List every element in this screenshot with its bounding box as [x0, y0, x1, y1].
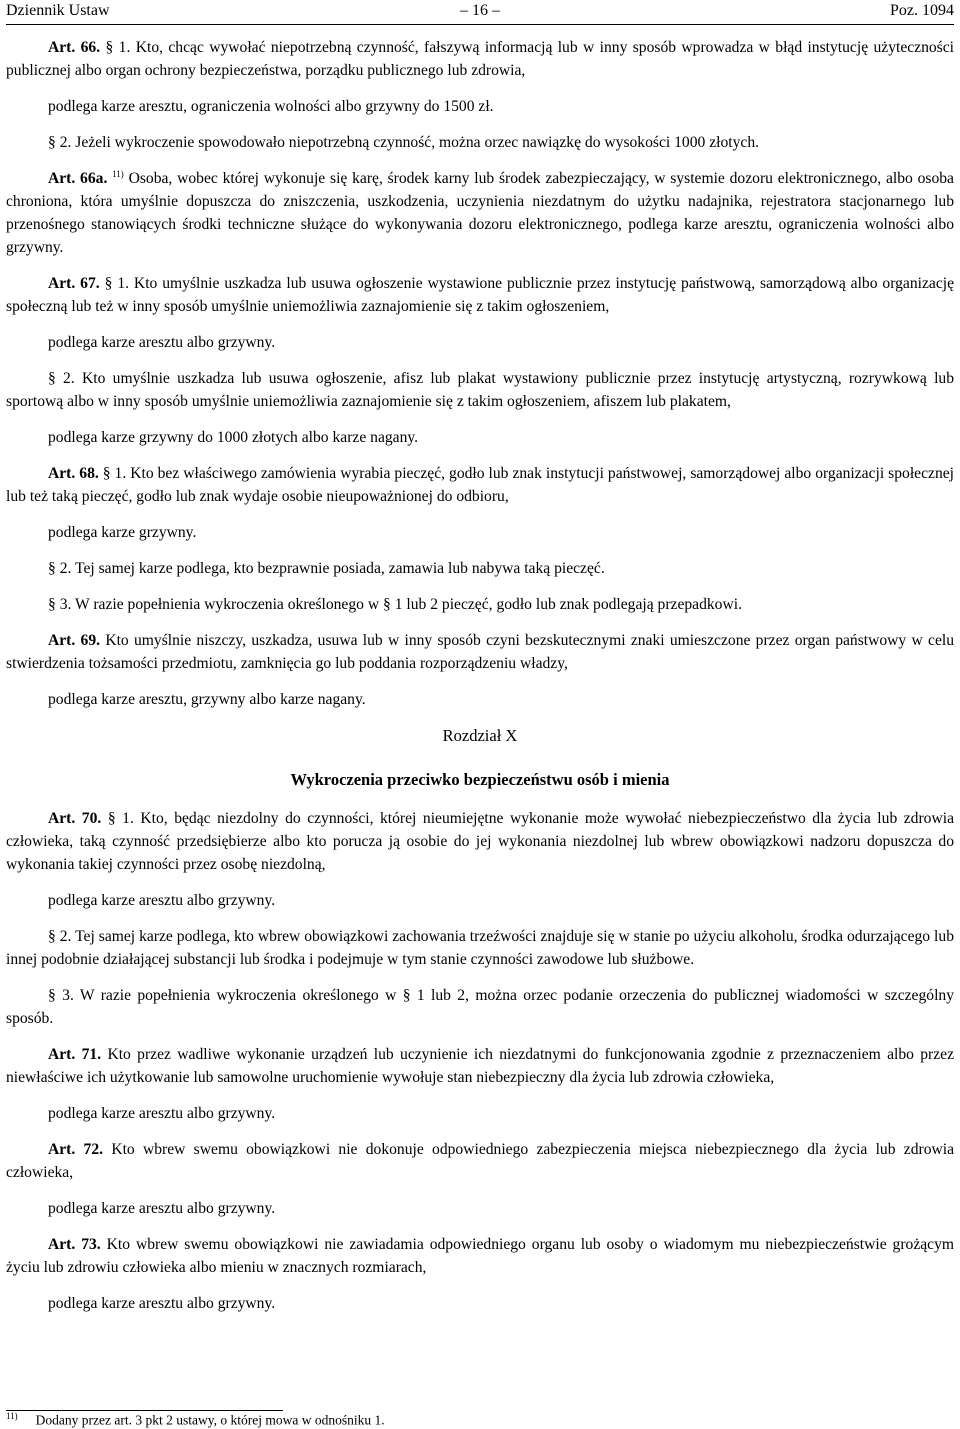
article-label: Art. 66.: [48, 39, 101, 56]
art-67-penalty-1: podlega karze aresztu albo grzywny.: [48, 334, 276, 351]
art-67-par-1: [6, 272, 954, 318]
page-header: [6, 0, 954, 25]
art-69-penalty: podlega karze aresztu, grzywny albo karze nagany.: [48, 691, 366, 708]
paragraph-text: Kto wbrew swemu obowiązkowi nie zawiadamia odpowiedniego organu lub osoby o wiadomym mu niebezpieczeństwie grożącym życiu lub zdrowiu człowieka albo mieniu w znacznych rozmiarach,: [6, 1236, 955, 1276]
art-66a: [6, 167, 954, 259]
article-label: Art. 66a.: [48, 170, 108, 187]
art-70-par-2: § 2. Tej samej karze podlega, kto wbrew obowiązkowi zachowania trzeźwości znajduje się w stanie po użyciu alkoholu, środka odurzającego lub innej podobnie działającej substancji lub środka i podejmuje w tym stanie czynności zawodowe lub służbowe.: [6, 928, 954, 968]
art-68-par-3: § 3. W razie popełnienia wykroczenia określonego w § 1 lub 2 pieczęć, godło lub znak podlegają przepadkowi.: [48, 596, 742, 613]
chapter-title: Wykroczenia przeciwko bezpieczeństwu osób i mienia: [290, 770, 670, 789]
article-label: Art. 72.: [48, 1141, 104, 1158]
art-69: [6, 629, 954, 675]
art-70-par-3: § 3. W razie popełnienia wykroczenia określonego w § 1 lub 2, można orzec podanie orzeczenia do publicznej wiadomości w szczególny sposób.: [6, 987, 954, 1027]
footnote: [6, 1408, 385, 1429]
art-68-penalty: podlega karze grzywny.: [48, 524, 197, 541]
art-66-par-2: § 2. Jeżeli wykroczenie spowodowało niepotrzebną czynność, można orzec nawiązkę do wysokości 1000 złotych.: [48, 134, 760, 151]
article-label: Art. 71.: [48, 1046, 102, 1063]
paragraph-text: Kto umyślnie niszczy, uszkadza, usuwa lub w inny sposób czyni bezskutecznymi znaki umieszczone przez organ państwowy w celu stwierdzenia tożsamości przedmiotu, zamknięcia go lub poddania rozporządzeniu władzy,: [6, 632, 954, 672]
art-72-penalty: podlega karze aresztu albo grzywny.: [48, 1200, 276, 1217]
position-number: Poz. 1094: [890, 2, 954, 19]
art-70-penalty: podlega karze aresztu albo grzywny.: [48, 892, 276, 909]
art-68-par-2: § 2. Tej samej karze podlega, kto bezprawnie posiada, zamawia lub nabywa taką pieczęć.: [48, 560, 605, 577]
art-72: [6, 1138, 954, 1184]
art-71: [6, 1043, 954, 1089]
article-label: Art. 67.: [48, 275, 100, 292]
document-body: [6, 36, 954, 1328]
footnote-reference: 11): [112, 168, 124, 179]
paragraph-text: Kto przez wadliwe wykonanie urządzeń lub uczynienie ich niezdatnymi do funkcjonowania zgodnie z przeznaczeniem albo przez niewłaściwe ich użytkowanie lub samowolne uruchomienie wywołuje stan niebezpieczny dla życia lub zdrowia człowieka,: [6, 1046, 955, 1086]
page-number: – 16 –: [460, 2, 500, 19]
art-73-penalty: podlega karze aresztu albo grzywny.: [48, 1295, 276, 1312]
article-label: Art. 68.: [48, 465, 99, 482]
article-label: Art. 70.: [48, 810, 102, 827]
chapter-number: Rozdział X: [442, 726, 518, 745]
paragraph-text: Osoba, wobec której wykonuje się karę, środek karny lub środek zabezpieczający, w systemie dozoru elektronicznego, albo osoba chroniona, która umyślnie dopuszcza do zniszczenia, uszkodzenia, uczynienia niezdatnym do użytku nadajnika, rejestratora stacjonarnego lub przenośnego stanowiących środki techniczne służące do wykonywania dozoru elektronicznego, podlega karze aresztu, ograniczenia wolności albo grzywny.: [6, 170, 954, 256]
footnote-mark: 11): [6, 1411, 18, 1421]
journal-name: Dziennik Ustaw: [6, 2, 110, 19]
paragraph-text: § 1. Kto, chcąc wywołać niepotrzebną czynność, fałszywą informacją lub w inny sposób wprowadza w błąd instytucję użyteczności publicznej albo organ ochrony bezpieczeństwa, porządku publicznego lub zdrowia,: [6, 39, 954, 79]
paragraph-text: § 1. Kto, będąc niezdolny do czynności, której nieumiejętne wykonanie może wywołać niebezpieczeństwo dla życia lub zdrowia człowieka, taką czynność przedsiębierze albo kto poruczа ją osobie do jej wykonania niezdolnej lub wbrew obowiązkowi nadzoru dopuszcza do wykonania takiej czynności przez osobę niezdolną,: [6, 810, 954, 873]
art-66-par-1: [6, 36, 954, 82]
art-68-par-1: [6, 462, 954, 508]
art-67-penalty-2: podlega karze grzywny do 1000 złotych albo karze nagany.: [48, 429, 419, 446]
paragraph-text: § 1. Kto bez właściwego zamówienia wyrabia pieczęć, godło lub znak instytucji państwowej, samorządowej albo organizacji społecznej lub też taką pieczęć, godło lub znak wydaje osobie nieupoważnionej do odbioru,: [6, 465, 954, 505]
footnote-text: Dodany przez art. 3 pkt 2 ustawy, o której mowa w odnośniku 1.: [35, 1412, 385, 1428]
article-label: Art. 73.: [48, 1236, 101, 1253]
art-71-penalty: podlega karze aresztu albo grzywny.: [48, 1105, 276, 1122]
art-67-par-2: § 2. Kto umyślnie uszkadza lub usuwa ogłoszenie, afisz lub plakat wystawiony publicznie przez instytucję artystyczną, rozrywkową lub sportową albo w inny sposób umyślnie uniemożliwia zaznajomienie się z takim ogłoszeniem, afiszem lub plakatem,: [6, 370, 954, 410]
paragraph-text: Kto wbrew swemu obowiązkowi nie dokonuje odpowiedniego zabezpieczenia miejsca niebezpiecznego dla życia lub zdrowia człowieka,: [6, 1141, 955, 1181]
art-73: [6, 1233, 954, 1279]
article-label: Art. 69.: [48, 632, 101, 649]
art-70-par-1: [6, 807, 954, 876]
art-66-penalty: podlega karze aresztu, ograniczenia wolności albo grzywny do 1500 zł.: [48, 98, 494, 115]
paragraph-text: § 1. Kto umyślnie uszkadza lub usuwa ogłoszenie wystawione publicznie przez instytucję państwową, samorządową albo organizację społeczną lub też w inny sposób umyślnie uniemożliwia zaznajomienie się z takim ogłoszeniem,: [6, 275, 954, 315]
